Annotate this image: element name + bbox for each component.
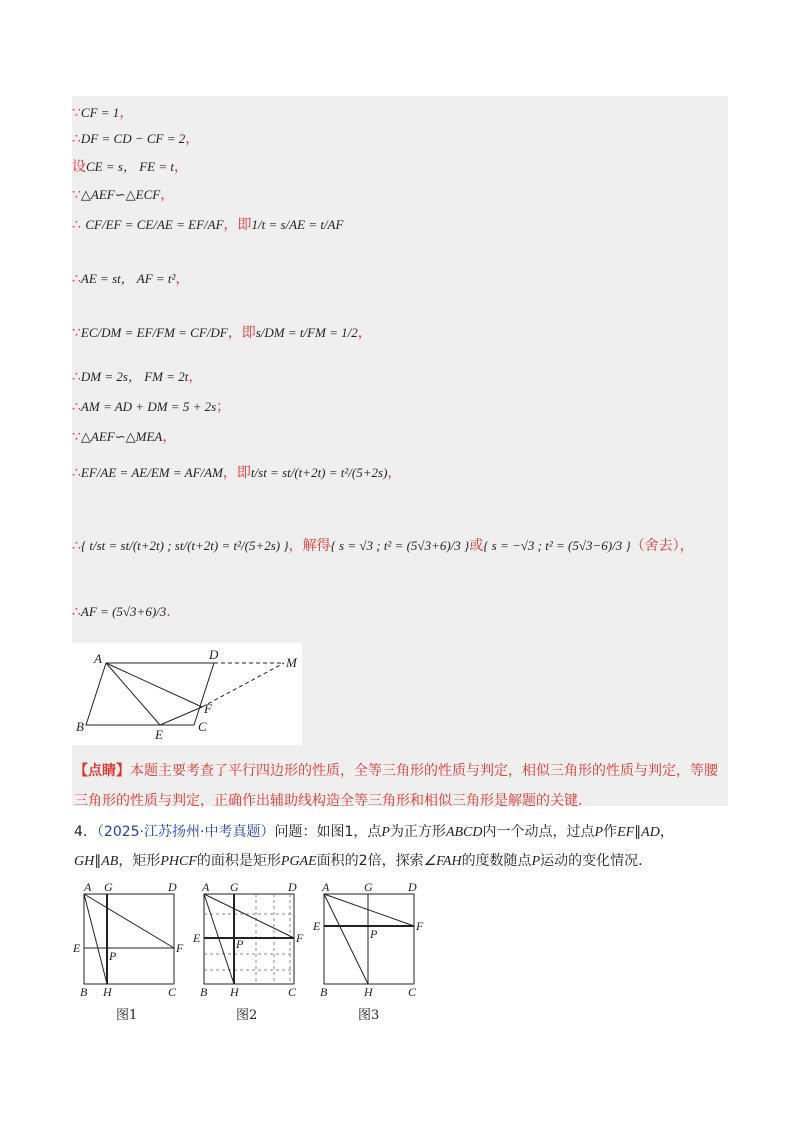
label-M: M [286,655,297,670]
therefore-symbol: ∴ [72,465,81,481]
therefore-symbol: ∴ [72,217,81,233]
fig3-label-F: F [416,919,424,933]
because-symbol: ∵ [72,187,81,203]
parallel-symbol: ∥ [634,824,642,840]
fig1-label-H: H [103,985,112,998]
punctuation: . [166,604,171,620]
fig3-label-D: D [408,880,417,894]
solution-line-12 [72,536,722,556]
math-expression: EC/DM = EF/FM = CF/DF [80,325,228,340]
punctuation: ， [357,325,372,341]
math-expression: EF/AE = AE/EM = AF/AM [80,465,223,480]
math-expression: △AEF∽△ECF [80,187,161,202]
label-A: A [94,651,102,666]
solution-line-7 [72,322,372,342]
line-ab: AB [101,854,119,869]
solution-line-10 [72,426,176,446]
fig3-label-H: H [364,985,373,998]
fig3-label-A: A [322,880,330,894]
fig2-label-A: A [202,880,210,894]
point-p: P [594,825,604,840]
rect-phcf: PHCF [160,854,197,869]
point-p: P [531,854,541,869]
therefore-symbol: ∴ [72,399,81,415]
problem-text: 运动的变化情况. [540,853,643,869]
solution-line-1 [72,102,133,122]
fig2-label-F: F [296,931,304,945]
line-ad: AD [641,825,660,840]
therefore-symbol: ∴ [72,538,81,554]
ie-text: ，即 [223,217,252,233]
solution-line-8 [72,366,202,386]
square-abcd: ABCD [445,825,483,840]
fig1-label-E: E [73,941,81,955]
problem-number: 4． [74,824,97,840]
math-expression: CE = s， FE = t [86,159,174,174]
therefore-symbol: ∴ [72,604,81,620]
math-expression: DF = CD − CF = 2 [80,131,186,146]
problem-text: 面积的2倍，探索 [316,853,424,869]
therefore-symbol: ∴ [72,131,81,147]
punctuation: ， [175,271,190,287]
line-gh: GH [74,854,95,869]
fig1-label-D: D [168,880,177,894]
solution-system-2: { s = −√3 ; t² = (5√3−6)/3 } [483,538,631,553]
or-text: 或 [469,538,484,554]
fig1-label-A: A [84,880,92,894]
math-expression-2: t/st = st/(t+2t) = t²/(5+2s) [250,465,388,480]
math-expression-2: s/DM = t/FM = 1/2 [255,325,358,340]
figure-2 [190,878,310,998]
solution-line-4 [72,184,174,204]
fig2-label-G: G [230,880,239,894]
problem-text: 为正方形 [389,824,446,840]
punctuation: ， [659,824,674,840]
math-expression: CF = 1 [80,105,120,120]
fig1-label-F: F [176,941,184,955]
solution-line-13 [72,604,171,620]
solution-line-6 [72,268,189,288]
discard-text: （舍去）， [630,538,694,554]
fig3-label-B: B [320,985,328,998]
fig3-label-P: P [370,927,378,941]
fig2-label-D: D [288,880,297,894]
punctuation: ； [216,399,231,415]
fig3-label-G: G [364,880,373,894]
because-symbol: ∵ [72,105,81,121]
solve-text: ，解得 [288,538,331,554]
solution-line-3 [72,156,188,176]
math-expression: AF = (5√3+6)/3 [80,604,167,619]
label-C: C [198,719,207,734]
solution-line-2 [72,128,199,148]
punctuation: ， [162,429,177,445]
punctuation: ， [160,187,175,203]
solution-line-11 [72,462,401,482]
ie-text: ，即 [222,465,251,481]
math-expression: △AEF∽△MEA [80,429,163,444]
key-point-tag: 【点睛】 [74,763,130,779]
punctuation: ， [387,465,402,481]
figure-1 [70,878,190,998]
punctuation: ， [119,105,134,121]
point-p: P [381,825,390,840]
problem-text: 问题：如图1，点 [274,824,382,840]
caption-figure-1: 图1 [116,1008,138,1023]
problem-4 [74,818,730,876]
fig3-label-E: E [313,919,321,933]
fig2-label-B: B [200,985,208,998]
label-B: B [76,719,84,734]
key-point-text: 本题主要考查了平行四边形的性质，全等三角形的性质与判定，相似三角形的性质与判定，等腰三角形的性质与判定，正确作出辅助线构造全等三角形和相似三角形是解题的关键. [74,763,718,809]
math-expression: AE = st， AF = t² [80,271,176,286]
problem-text: 作 [603,824,618,840]
math-expression: DM = 2s， FM = 2t [80,369,189,384]
label-F: F [204,701,212,716]
problem-text: ，矩形 [118,853,161,869]
caption-figure-3: 图3 [358,1008,380,1023]
punctuation: ， [173,159,188,175]
problem-text: 内一个动点，过点 [482,824,595,840]
equation-system: { t/st = st/(t+2t) ; st/(t+2t) = t²/(5+2s) } [80,538,289,553]
fig2-label-P: P [236,937,244,951]
because-symbol: ∵ [72,325,81,341]
fig1-label-G: G [104,880,113,894]
fig3-label-C: C [408,985,417,998]
fig1-label-P: P [109,949,117,963]
parallel-symbol: ∥ [94,853,102,869]
label-E: E [155,727,163,742]
punctuation: ， [185,131,200,147]
rect-pgae: PGAE [280,854,317,869]
parallelogram-figure [72,643,302,745]
fig2-label-E: E [193,931,201,945]
fig2-label-H: H [230,985,239,998]
fig1-label-C: C [168,985,177,998]
problem-text: 的面积是矩形 [196,853,281,869]
figure-3 [310,878,430,998]
let-text: 设 [72,159,86,175]
ie-text: ，即 [227,325,256,341]
solution-line-9 [72,396,230,416]
key-point-note [74,756,726,816]
angle-fah: ∠FAH [423,854,462,869]
math-expression: AM = AD + DM = 5 + 2s [80,399,217,414]
fig1-label-B: B [80,985,88,998]
punctuation: ， [188,369,203,385]
line-ef: EF [617,825,635,840]
therefore-symbol: ∴ [72,271,81,287]
math-expression-2: 1/t = s/AE = t/AF [251,217,344,232]
caption-figure-2: 图2 [236,1008,258,1023]
therefore-symbol: ∴ [72,369,81,385]
because-symbol: ∵ [72,429,81,445]
solution-line-5 [72,214,343,234]
problem-text: 的度数随点 [461,853,532,869]
math-expression: CF/EF = CE/AE = EF/AF [85,217,224,232]
label-D: D [209,647,219,662]
problem-source: （2025·江苏扬州·中考真题） [96,824,275,840]
fig2-label-C: C [288,985,297,998]
solution-system-1: { s = √3 ; t² = (5√3+6)/3 } [330,538,470,553]
